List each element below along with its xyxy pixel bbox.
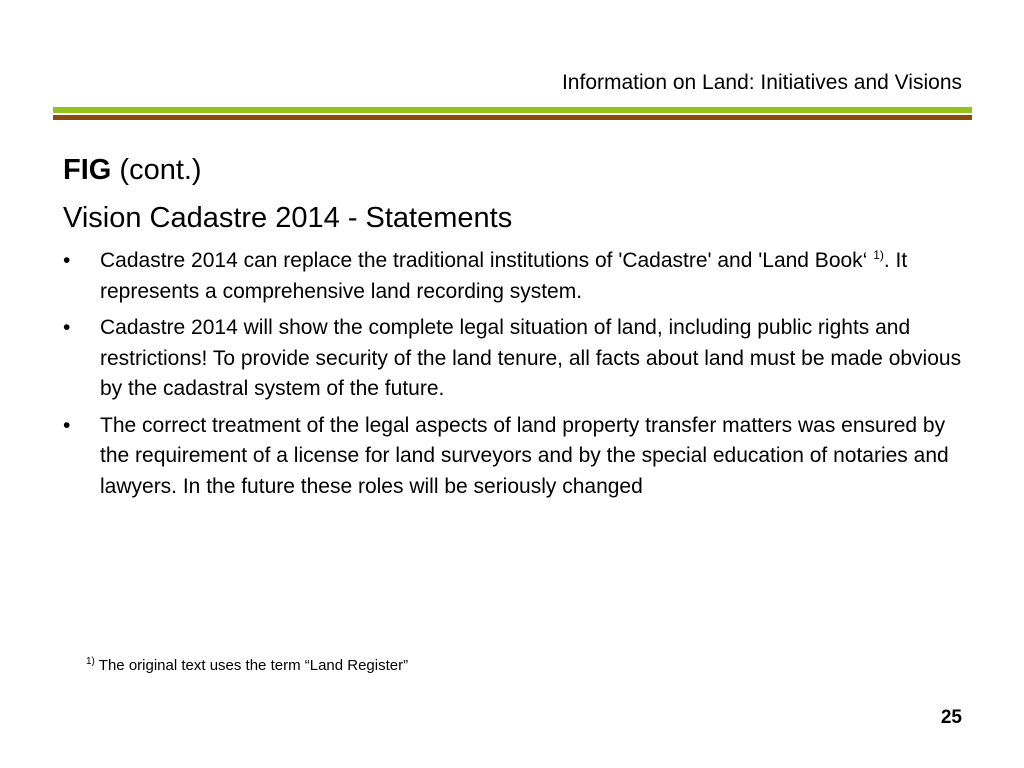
- bullet-list: [63, 246, 973, 508]
- heading-cont: (cont.): [119, 154, 202, 186]
- bullet-item: [63, 246, 973, 307]
- bullet-text-continued: . It represents a comprehensive land recording system.: [100, 249, 908, 303]
- slide-heading: [63, 153, 202, 187]
- header-rule-brown: [53, 115, 972, 120]
- bullet-item: [63, 411, 973, 503]
- header-title: Information on Land: Initiatives and Visions: [561, 71, 962, 94]
- header-rule-green: [53, 107, 972, 113]
- bullet-text: Cadastre 2014 will show the complete legal situation of land, including public rights and restrictions! To provide security of the land tenure, all facts about land must be made obvious by the cadastral system of the future.: [100, 316, 962, 400]
- bullet-marker: •: [63, 316, 71, 339]
- page-number: 25: [940, 707, 962, 728]
- bullet-text: The correct treatment of the legal aspects of land property transfer matters was ensured by the requirement of a license for land surveyors and by the special education of notaries and lawyers. In the future these roles will be seriously changed: [100, 413, 949, 498]
- slide-subtitle: Vision Cadastre 2014 - Statements: [63, 202, 513, 234]
- bullet-item: [63, 313, 973, 405]
- bullet-marker: •: [63, 413, 71, 437]
- footnote-text: The original text uses the term “Land Register”: [94, 657, 409, 674]
- bullet-marker: •: [63, 249, 71, 272]
- footnote-marker: 1): [86, 656, 95, 667]
- heading-fig: FIG: [63, 154, 112, 186]
- bullet-text: Cadastre 2014 can replace the traditional institutions of 'Cadastre' and 'Land Book‘: [100, 249, 874, 272]
- footnote: [86, 656, 408, 676]
- footnote-reference: 1): [873, 248, 884, 262]
